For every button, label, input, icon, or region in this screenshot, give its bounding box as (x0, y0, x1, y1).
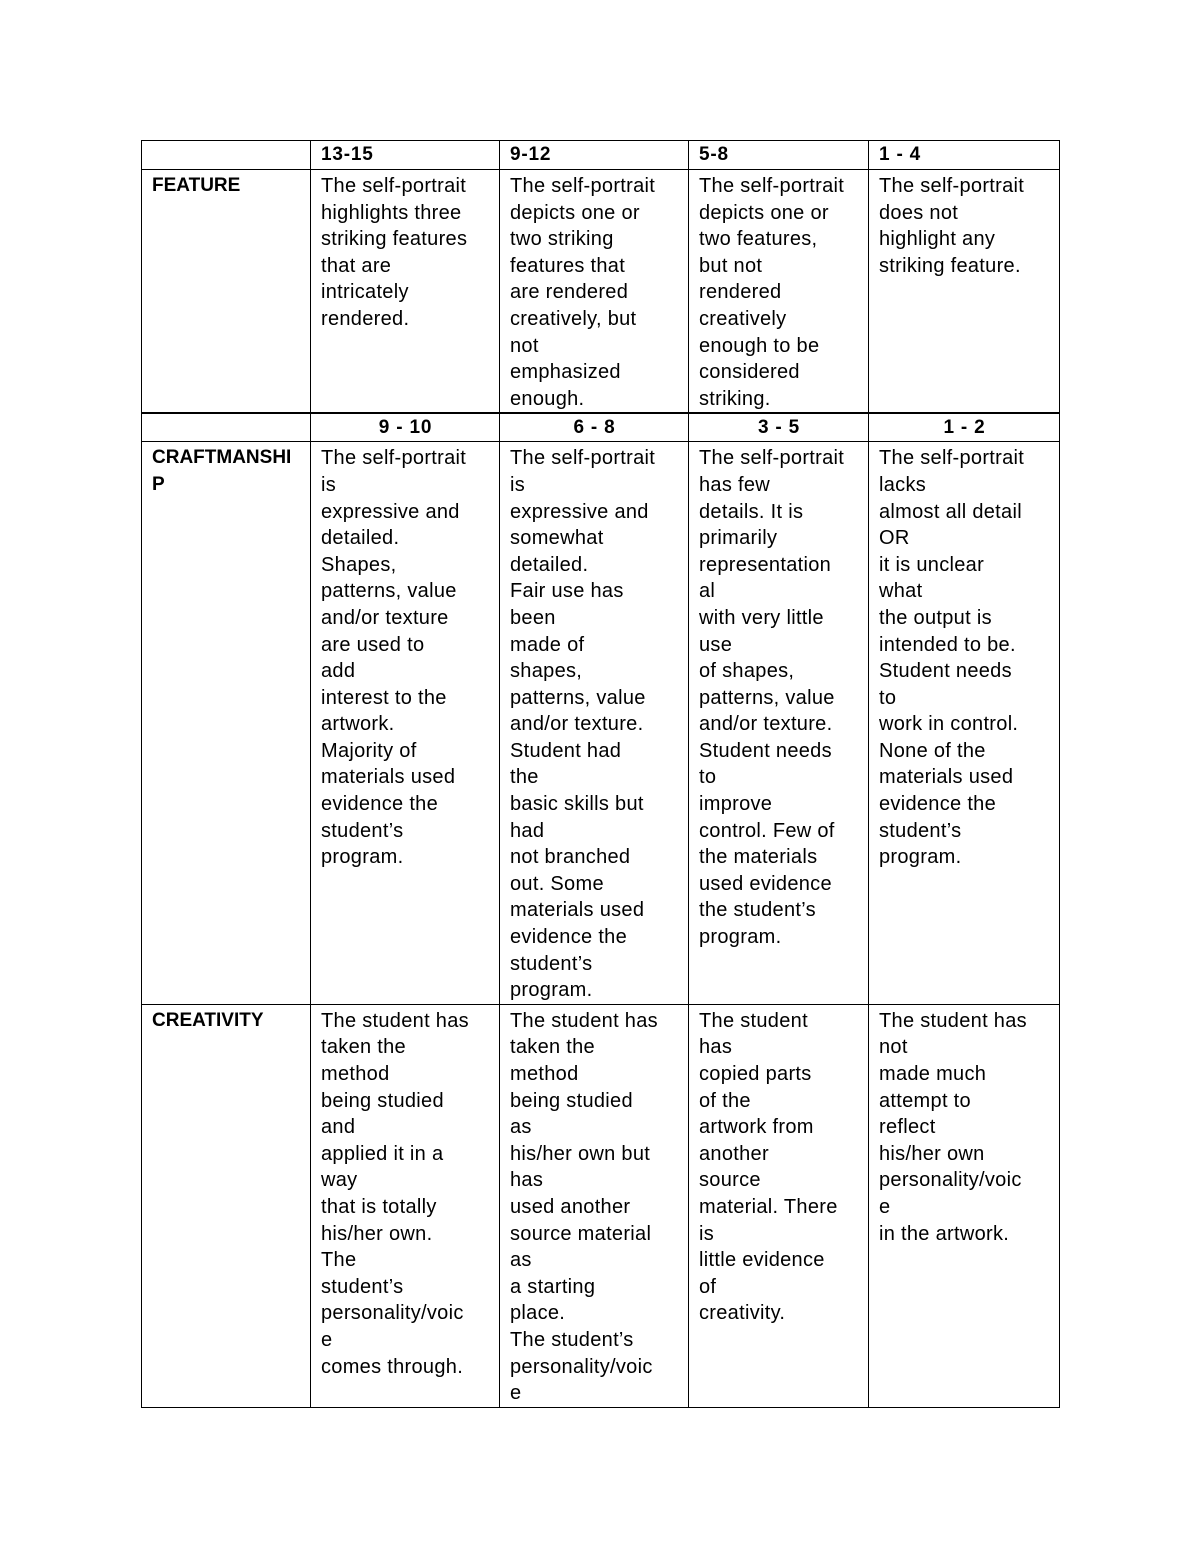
descriptor-line: representation (699, 553, 832, 576)
descriptor-line: had (510, 819, 545, 842)
descriptor-line: evidence the (321, 793, 439, 816)
descriptor-line: being studied (321, 1089, 444, 1112)
descriptor-line: to (699, 766, 717, 789)
descriptor-line: e (879, 1195, 891, 1218)
score-range: 9 - 10 (311, 413, 500, 442)
descriptor-line: being studied (510, 1089, 633, 1112)
descriptor-line: student’s (321, 1275, 404, 1298)
descriptor-line: The self-portrait (699, 447, 845, 470)
descriptor-line: The student’s (510, 1328, 634, 1351)
descriptor-line: source (699, 1169, 761, 1192)
descriptor-line: intended to be. (879, 633, 1016, 656)
descriptor-line: depicts one or (510, 201, 640, 224)
descriptor-line: expressive and (510, 500, 649, 523)
descriptor-line: taken the (510, 1036, 595, 1059)
descriptor-line: materials used (510, 899, 645, 922)
descriptor-line: patterns, value (699, 686, 835, 709)
descriptor-cell (869, 170, 1060, 414)
descriptor-line: striking. (699, 387, 771, 410)
descriptor-line: detailed. (321, 527, 400, 550)
descriptor-line: evidence the (510, 926, 628, 949)
score-header-row-feature (142, 141, 1060, 170)
descriptor-line: patterns, value (321, 580, 457, 603)
descriptor-cell (500, 442, 689, 1004)
descriptor-line: what (879, 580, 923, 603)
descriptor-line: place. (510, 1302, 566, 1325)
descriptor-line: work in control. (879, 713, 1019, 736)
descriptor-cell (500, 1004, 689, 1407)
descriptor-line: e (321, 1328, 333, 1351)
descriptor-line: method (321, 1063, 390, 1085)
descriptor-line: of the (699, 1089, 751, 1112)
descriptor-line: enough. (510, 387, 585, 410)
descriptor-line: has few (699, 473, 771, 496)
descriptor-line: evidence the (879, 793, 997, 816)
descriptor-line: depicts one or (699, 201, 829, 224)
descriptor-line: of shapes, (699, 660, 795, 683)
descriptor-line: Shapes, (321, 553, 397, 576)
descriptor-line: method (510, 1063, 579, 1085)
descriptor-line: control. Few of (699, 819, 835, 842)
descriptor-line: made of (510, 633, 585, 656)
descriptor-line: student’s (510, 952, 593, 975)
descriptor-line: use (699, 633, 733, 656)
descriptor-line: somewhat (510, 527, 604, 550)
descriptor-line: e (510, 1382, 522, 1405)
descriptor-line: personality/voic (879, 1169, 1022, 1192)
descriptor-line: to (879, 686, 897, 709)
descriptor-line: highlights three (321, 201, 462, 224)
score-range: 9-12 (500, 141, 689, 170)
descriptor-line: creatively (699, 307, 787, 330)
descriptor-line: and/or texture. (510, 713, 644, 736)
descriptor-line: made much (879, 1063, 987, 1085)
descriptor-line: The student has (321, 1009, 469, 1032)
descriptor-line: Fair use has (510, 580, 624, 603)
descriptor-line: personality/voic (321, 1302, 464, 1325)
descriptor-line: used another (510, 1195, 631, 1218)
descriptor-line: The self-portrait (879, 175, 1025, 197)
descriptor-line: intricately (321, 281, 409, 304)
descriptor-line: and/or texture. (699, 713, 833, 736)
descriptor-line: is (699, 1222, 715, 1245)
descriptor-line: way (321, 1169, 358, 1192)
criterion-label: FEATURE (142, 170, 311, 414)
descriptor-line: the (510, 766, 539, 789)
descriptor-line: student’s (321, 819, 404, 842)
descriptor-line: The self-portrait (879, 447, 1025, 470)
descriptor-line: are used to (321, 633, 425, 656)
header-blank-cell (142, 141, 311, 170)
descriptor-line: not (510, 334, 539, 357)
descriptor-line: his/her own but (510, 1142, 651, 1165)
score-range: 1 - 2 (869, 413, 1060, 442)
descriptor-line: copied parts (699, 1063, 812, 1085)
descriptor-line: The self-portrait (321, 447, 467, 470)
descriptor-line: rendered (699, 281, 782, 304)
descriptor-line: has (699, 1036, 733, 1059)
descriptor-line: it is unclear (879, 553, 985, 576)
descriptor-line: The student has (510, 1009, 658, 1032)
descriptor-line: Student had (510, 739, 622, 762)
descriptor-line: reflect (879, 1116, 936, 1139)
descriptor-cell (689, 442, 869, 1004)
descriptor-line: that is totally (321, 1195, 437, 1218)
descriptor-line: not branched (510, 846, 631, 869)
descriptor-line: and/or texture (321, 606, 449, 629)
descriptor-line: student’s (879, 819, 962, 842)
descriptor-cell (869, 442, 1060, 1004)
descriptor-line: artwork. (321, 713, 395, 736)
descriptor-line: The student (699, 1009, 808, 1032)
descriptor-line: interest to the (321, 686, 447, 709)
descriptor-line: the output is (879, 606, 992, 629)
descriptor-cell (311, 170, 500, 414)
descriptor-line: applied it in a (321, 1142, 444, 1165)
descriptor-line: has (510, 1169, 544, 1192)
descriptor-line: program. (510, 979, 593, 1002)
descriptor-line: is (510, 473, 526, 496)
descriptor-line: improve (699, 793, 773, 816)
score-range: 6 - 8 (500, 413, 689, 442)
descriptor-line: are rendered (510, 281, 629, 304)
descriptor-cell (689, 170, 869, 414)
descriptor-line: the materials (699, 846, 818, 869)
descriptor-line: used evidence (699, 872, 832, 895)
criterion-label: CRAFTMANSHIP (142, 442, 311, 1004)
descriptor-line: of (699, 1275, 717, 1298)
descriptor-line: does not (879, 201, 959, 224)
descriptor-line: enough to be (699, 334, 820, 357)
descriptor-line: patterns, value (510, 686, 646, 709)
score-range: 3 - 5 (689, 413, 869, 442)
criterion-row-creativity (142, 1004, 1060, 1407)
descriptor-line: The student has (879, 1009, 1027, 1032)
criterion-row-feature (142, 170, 1060, 414)
descriptor-line: highlight any (879, 228, 996, 251)
descriptor-line: details. It is (699, 500, 804, 523)
descriptor-line: two striking (510, 228, 614, 251)
descriptor-line: as (510, 1116, 532, 1139)
descriptor-line: considered (699, 361, 800, 384)
descriptor-line: program. (699, 926, 782, 949)
descriptor-line: program. (879, 846, 962, 869)
descriptor-line: with very little (699, 606, 824, 629)
descriptor-line: The self-portrait (321, 175, 467, 197)
criterion-label: CREATIVITY (142, 1004, 311, 1407)
rubric-table (141, 140, 1060, 1408)
descriptor-line: little evidence (699, 1249, 825, 1272)
descriptor-line: rendered. (321, 307, 410, 330)
descriptor-line: emphasized (510, 361, 621, 384)
descriptor-line: materials used (879, 766, 1014, 789)
descriptor-line: materials used (321, 766, 456, 789)
score-range: 13-15 (311, 141, 500, 170)
descriptor-line: in the artwork. (879, 1222, 1010, 1245)
descriptor-line: primarily (699, 527, 778, 550)
descriptor-line: not (879, 1036, 908, 1059)
descriptor-line: lacks (879, 473, 927, 496)
descriptor-line: another (699, 1142, 769, 1165)
descriptor-line: Student needs (879, 660, 1012, 683)
descriptor-line: that are (321, 254, 392, 277)
descriptor-line: comes through. (321, 1355, 464, 1378)
descriptor-cell (311, 1004, 500, 1407)
descriptor-cell (869, 1004, 1060, 1407)
descriptor-line: is (321, 473, 337, 496)
descriptor-line: The (321, 1249, 357, 1272)
descriptor-line: source material (510, 1222, 652, 1245)
descriptor-line: add (321, 660, 356, 683)
descriptor-line: features that (510, 254, 626, 277)
descriptor-line: Majority of (321, 739, 417, 762)
descriptor-line: as (510, 1249, 532, 1272)
descriptor-line: but not (699, 254, 763, 277)
descriptor-line: a starting (510, 1275, 596, 1298)
descriptor-line: al (699, 580, 716, 603)
descriptor-line: the student’s (699, 899, 816, 922)
descriptor-line: The self-portrait (510, 175, 656, 197)
descriptor-line: and (321, 1116, 356, 1139)
criterion-row-craftmanship (142, 442, 1060, 1004)
descriptor-cell (689, 1004, 869, 1407)
descriptor-line: artwork from (699, 1116, 814, 1139)
descriptor-cell (311, 442, 500, 1004)
descriptor-line: out. Some (510, 872, 604, 895)
descriptor-cell (500, 170, 689, 414)
header-blank-cell (142, 413, 311, 442)
descriptor-line: OR (879, 527, 910, 550)
descriptor-line: None of the (879, 739, 986, 762)
descriptor-line: his/her own. (321, 1222, 433, 1245)
descriptor-line: striking feature. (879, 254, 1021, 277)
descriptor-line: basic skills but (510, 793, 644, 816)
descriptor-line: shapes, (510, 660, 583, 683)
score-range: 5-8 (689, 141, 869, 170)
descriptor-line: material. There (699, 1195, 838, 1218)
descriptor-line: program. (321, 846, 404, 869)
descriptor-line: creatively, but (510, 307, 637, 330)
descriptor-line: almost all detail (879, 500, 1022, 523)
descriptor-line: creativity. (699, 1302, 786, 1325)
descriptor-line: expressive and (321, 500, 460, 523)
descriptor-line: two features, (699, 228, 818, 251)
descriptor-line: personality/voic (510, 1355, 653, 1378)
descriptor-line: The self-portrait (510, 447, 656, 470)
descriptor-line: taken the (321, 1036, 406, 1059)
score-range: 1 - 4 (869, 141, 1060, 170)
descriptor-line: his/her own (879, 1142, 985, 1165)
score-header-row-craftmanship (142, 413, 1060, 442)
descriptor-line: attempt to (879, 1089, 971, 1112)
descriptor-line: Student needs (699, 739, 832, 762)
descriptor-line: detailed. (510, 553, 589, 576)
descriptor-line: been (510, 606, 556, 629)
descriptor-line: The self-portrait (699, 175, 845, 197)
descriptor-line: striking features (321, 228, 468, 251)
